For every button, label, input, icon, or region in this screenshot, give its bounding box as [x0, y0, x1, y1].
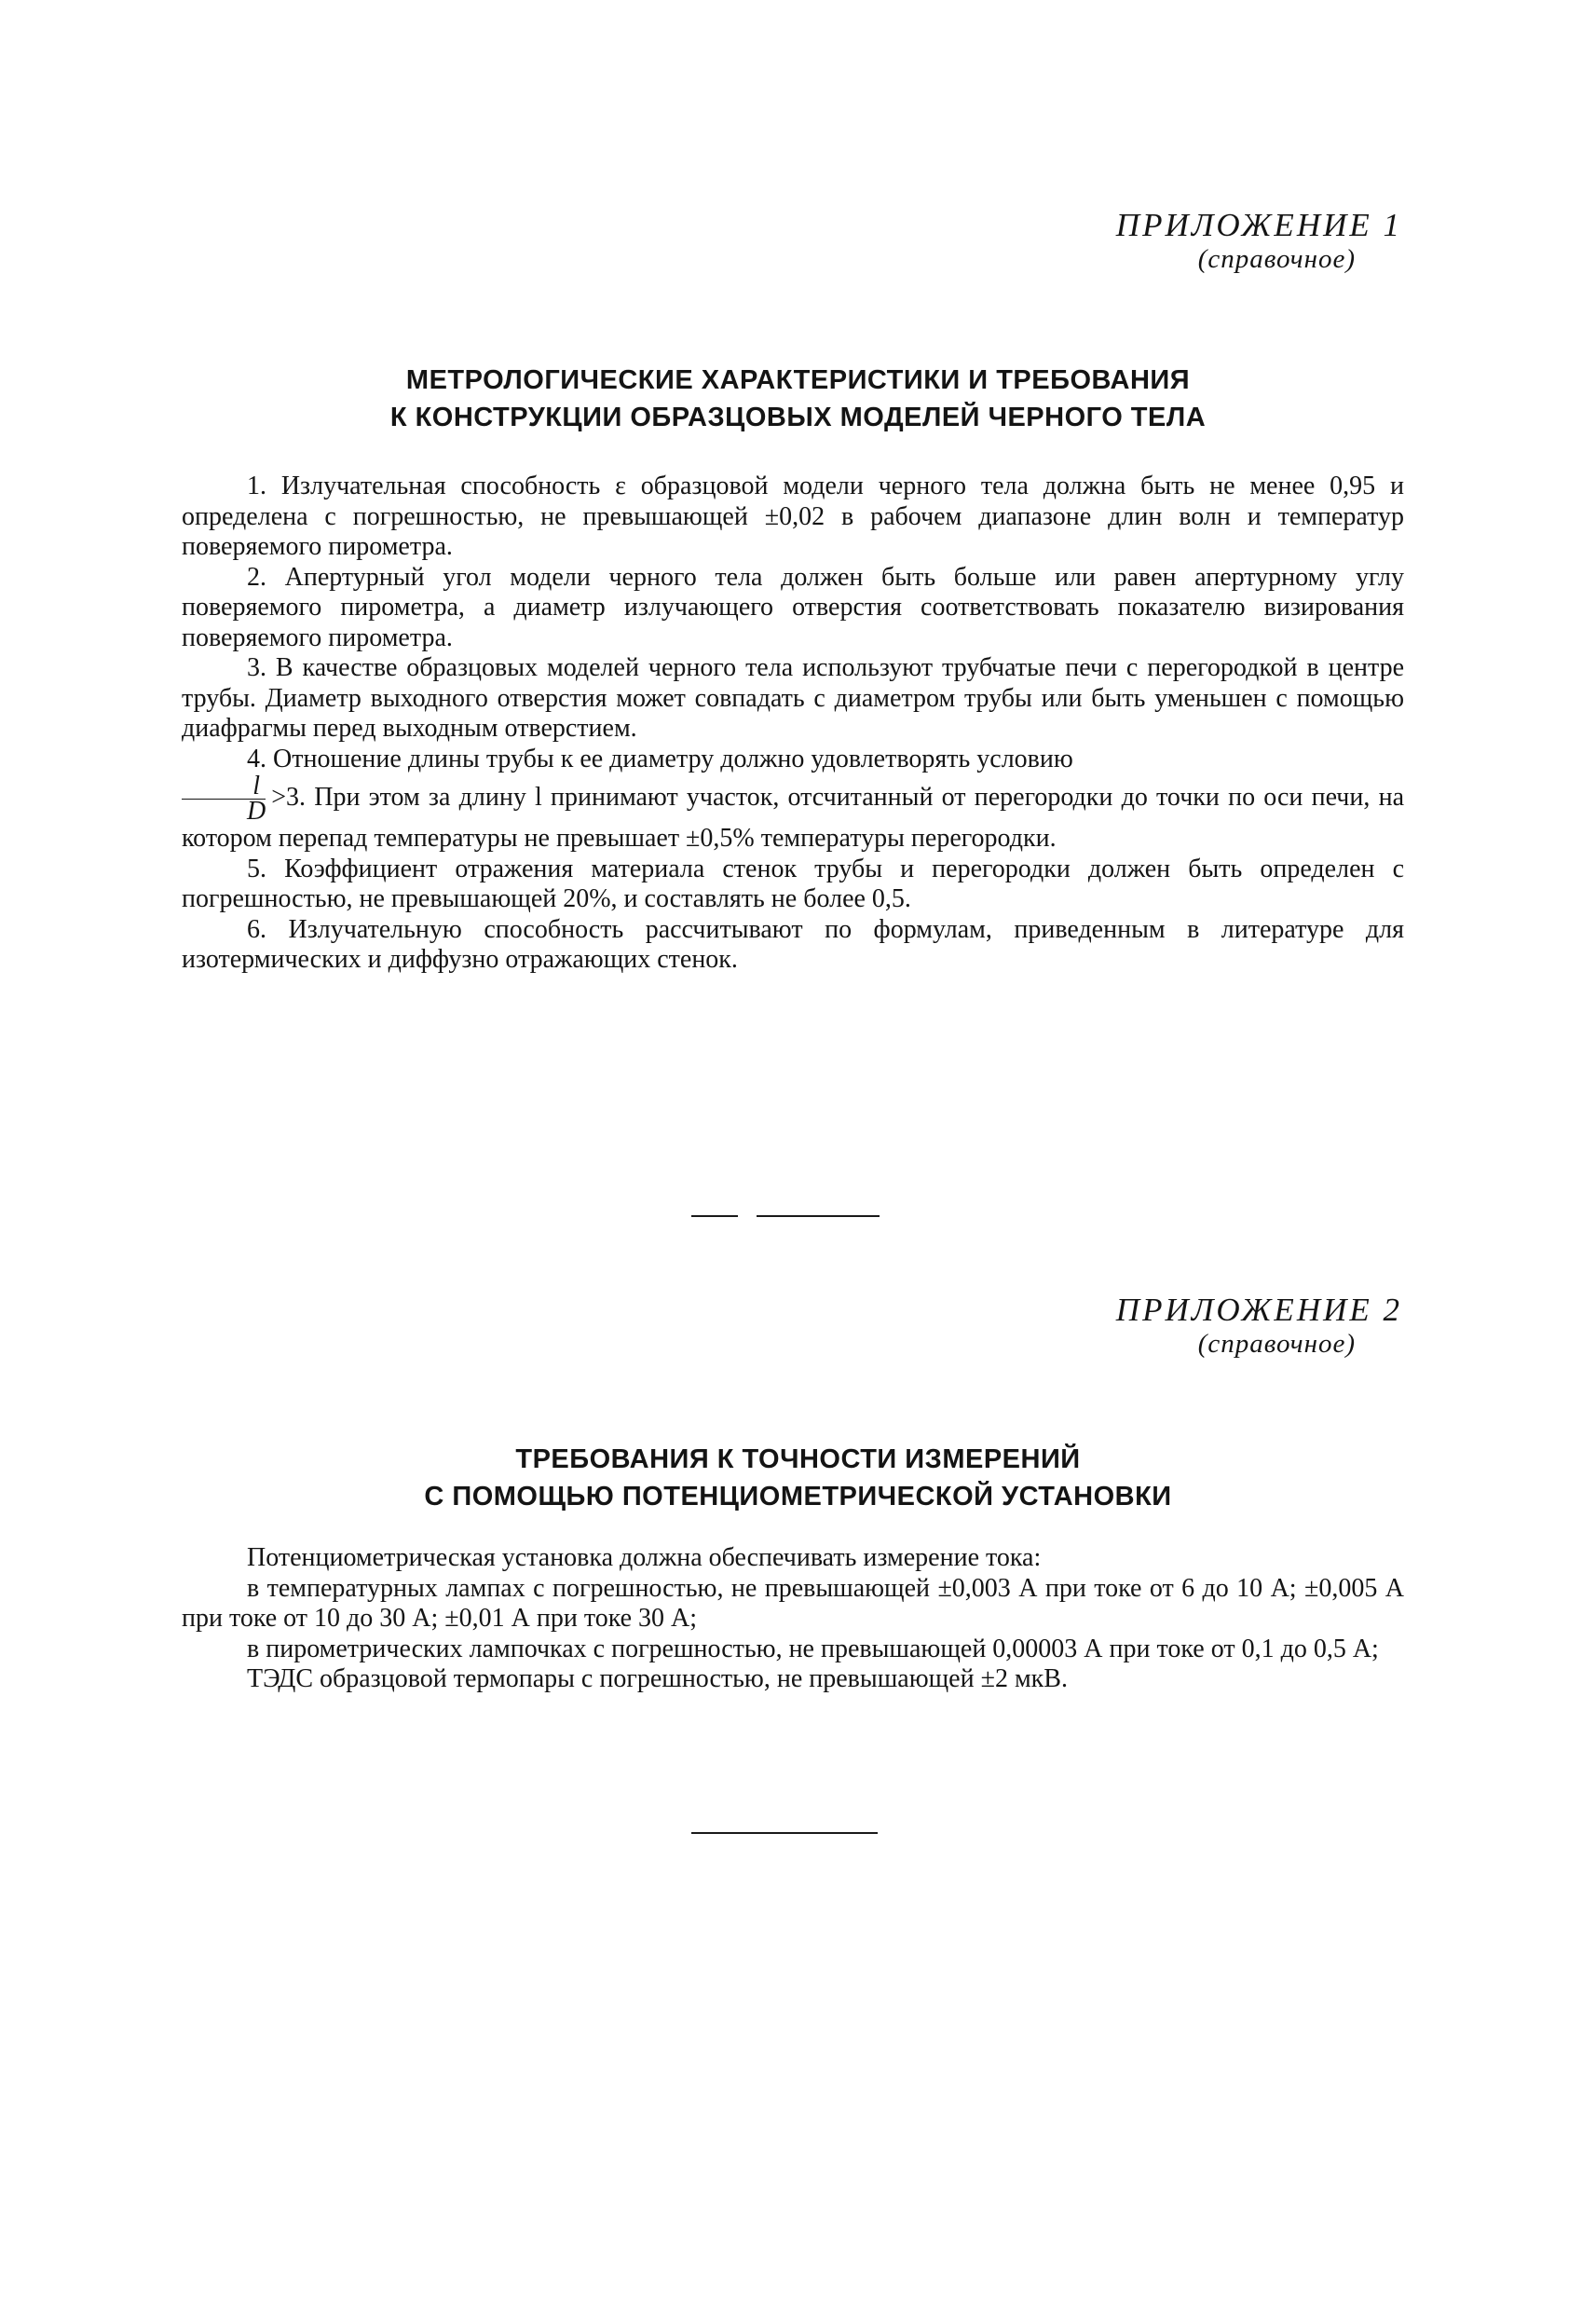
appendix2-body: [182, 1543, 1404, 1695]
separator-rule-2: [691, 1832, 878, 1834]
appendix2-paragraph-2: в температурных лампах с погрешностью, не превышающей ±0,003 А при токе от 6 до 10 А; ±0,005 А при токе от 10 до 30 А; ±0,01 А при токе 30 А;: [182, 1573, 1404, 1633]
appendix2-title: ПРИЛОЖЕНИЕ 2: [1115, 1292, 1402, 1328]
appendix2-paragraph-4: ТЭДС образцовой термопары с погрешностью, не превышающей ±2 мкВ.: [247, 1664, 1068, 1693]
appendix1-heading-line2: К КОНСТРУКЦИИ ОБРАЗЦОВЫХ МОДЕЛЕЙ ЧЕРНОГО ТЕЛА: [389, 403, 1207, 432]
appendix2-heading: [0, 1441, 1596, 1515]
appendix1-paragraph-3: 3. В качестве образцовых моделей черного тела используют трубчатые печи с перегородкой в центре трубы. Диаметр выходного отверстия может совпадать с диаметром трубы или быть уменьшен с помощью диафрагмы перед выходным отверстием.: [182, 653, 1404, 743]
appendix1-paragraph-6: 6. Излучательную способность рассчитывают по формулам, приведенным в литературе для изотермических и диффузно отражающих стенок.: [182, 914, 1404, 974]
ratio-denominator: D: [247, 797, 266, 826]
appendix2-paragraph-3: в пирометрических лампочках с погрешностью, не превышающей 0,00003 А при токе от 0,1 до 0,5 А;: [247, 1634, 1379, 1663]
appendix1-label: [1116, 207, 1402, 276]
appendix1-paragraph-4-start: 4. Отношение длины трубы к ее диаметру должно удовлетворять условию: [247, 744, 1073, 773]
appendix1-subtitle: (справочное): [1197, 244, 1356, 275]
appendix1-body: [182, 472, 1404, 976]
separator-rule-1-left: [691, 1215, 738, 1217]
appendix1-paragraph-4-end: >3. При этом за длину l принимают участок, отсчитанный от перегородки до точки по оси печи, на котором перепад температуры не превышает ±0,5% температуры перегородки.: [182, 782, 1404, 853]
appendix2-subtitle: (справочное): [1197, 1329, 1356, 1360]
appendix1-paragraph-4: [182, 745, 1404, 855]
appendix2-heading-line2: С ПОМОЩЬЮ ПОТЕНЦИОМЕТРИЧЕСКОЙ УСТАНОВКИ: [424, 1482, 1172, 1512]
appendix1-paragraph-2: 2. Апертурный угол модели черного тела должен быть больше или равен апертурному углу поверяемого пирометра, а диаметр излучающего отверстия соответствовать показателю визирования поверяемого пирометра.: [182, 562, 1404, 652]
appendix1-heading: [0, 362, 1596, 436]
appendix1-heading-line1: МЕТРОЛОГИЧЕСКИЕ ХАРАКТЕРИСТИКИ И ТРЕБОВАНИЯ: [405, 365, 1191, 395]
appendix2-heading-line1: ТРЕБОВАНИЯ К ТОЧНОСТИ ИЗМЕРЕНИЙ: [515, 1444, 1081, 1474]
ratio-fraction: [182, 774, 266, 824]
appendix1-paragraph-1: 1. Излучательная способность ε образцовой модели черного тела должна быть не менее 0,95 и определена с погрешностью, не превышающей ±0,02 в рабочем диапазоне длин волн и температур поверяемого пирометра.: [182, 472, 1404, 561]
separator-rule-1-right: [757, 1215, 880, 1217]
appendix2-paragraph-1: Потенциометрическая установка должна обеспечивать измерение тока:: [247, 1543, 1042, 1572]
appendix2-label: [1116, 1292, 1402, 1361]
appendix1-paragraph-5: 5. Коэффициент отражения материала стенок трубы и перегородки должен быть определен с погрешностью, не превышающей 20%, и составлять не более 0,5.: [182, 854, 1404, 913]
appendix1-title: ПРИЛОЖЕНИЕ 1: [1115, 207, 1402, 243]
ratio-numerator: l: [182, 774, 266, 800]
